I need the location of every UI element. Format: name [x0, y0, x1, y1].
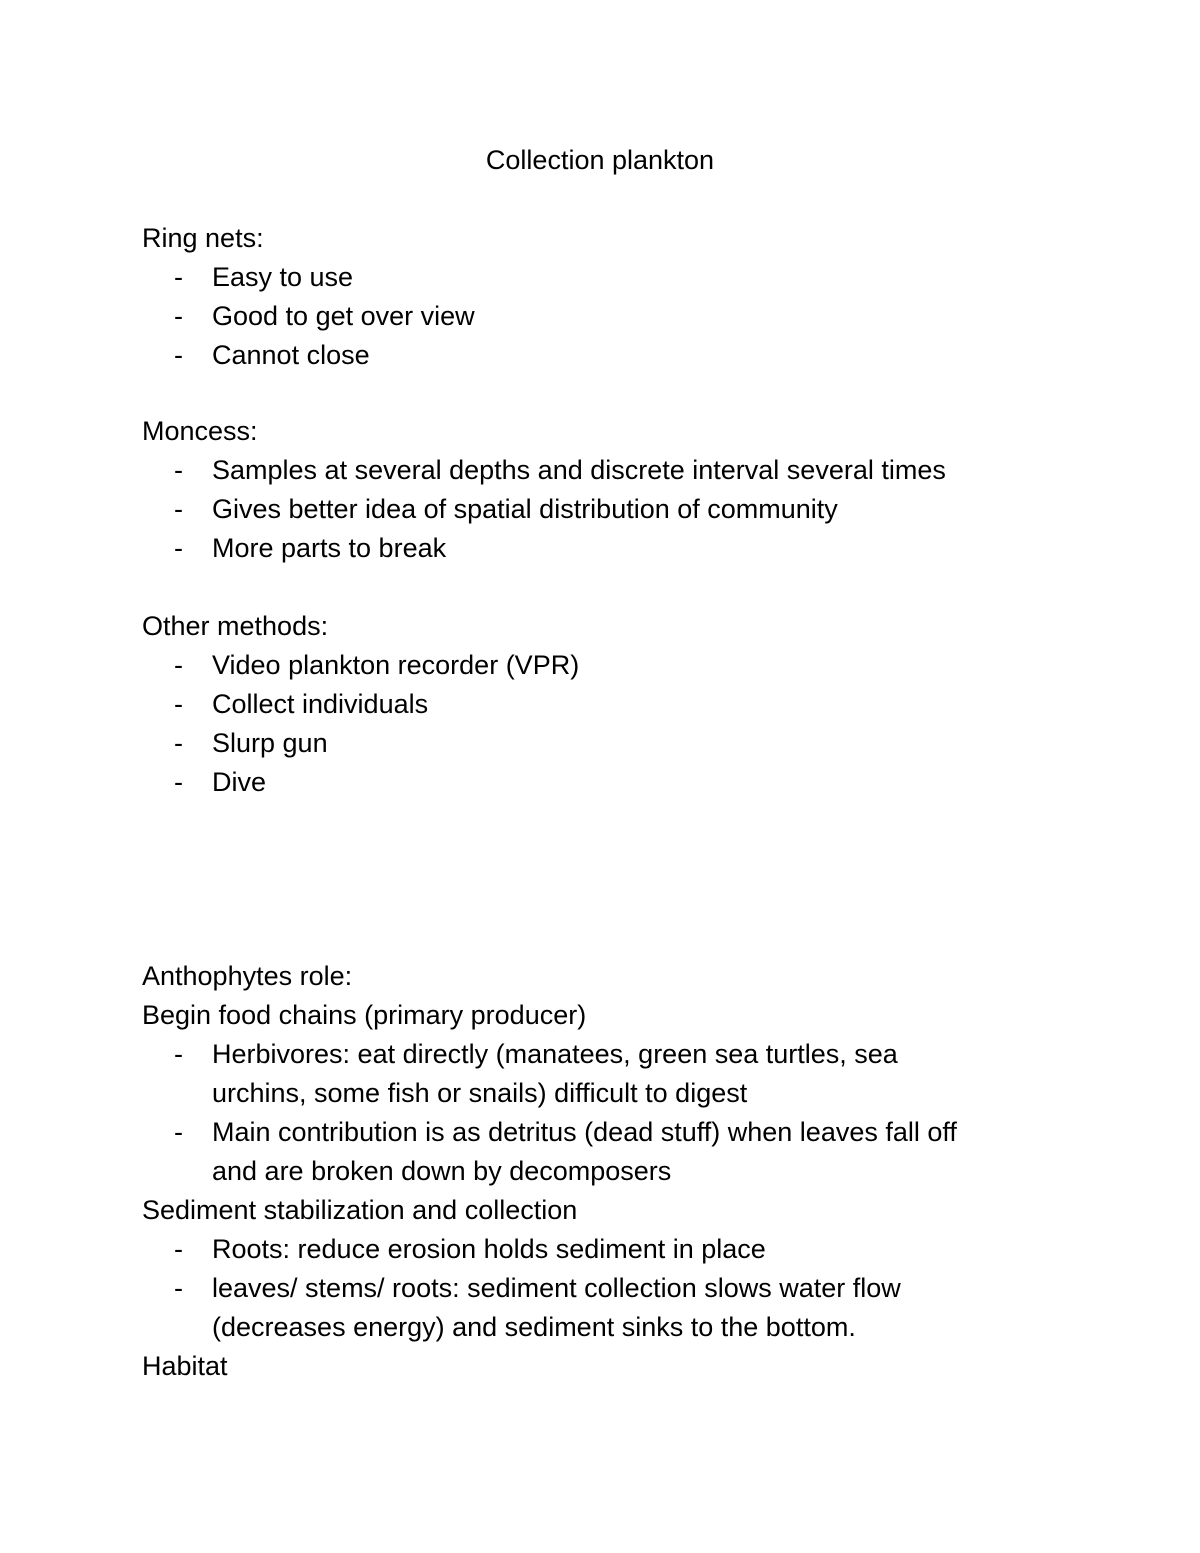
list-item-line: leaves/ stems/ roots: sediment collection slows water flow [212, 1273, 901, 1303]
list-item [142, 1113, 1142, 1191]
moncess-heading: Moncess: [142, 416, 258, 446]
list-item [142, 646, 1142, 685]
other-methods-heading: Other methods: [142, 611, 329, 641]
list-item-text: Collect individuals [212, 689, 429, 719]
bullet-dash: - [174, 1039, 183, 1069]
bullet-dash: - [174, 494, 183, 524]
list-item [142, 490, 1142, 529]
list-item-line: Roots: reduce erosion holds sediment in place [212, 1234, 766, 1264]
bullet-dash: - [174, 728, 183, 758]
list-item-text: Video plankton recorder (VPR) [212, 650, 580, 680]
list-item [142, 336, 1142, 375]
bullet-dash: - [174, 1234, 183, 1264]
bullet-dash: - [174, 1117, 183, 1147]
list-item-line: Herbivores: eat directly (manatees, green sea turtles, sea [212, 1039, 898, 1069]
ring-nets-heading: Ring nets: [142, 223, 264, 253]
sediment-heading: Sediment stabilization and collection [142, 1195, 578, 1225]
bullet-dash: - [174, 455, 183, 485]
list-item [142, 685, 1142, 724]
list-item-line: (decreases energy) and sediment sinks to the bottom. [212, 1312, 856, 1342]
bullet-dash: - [174, 650, 183, 680]
anthophytes-section [142, 957, 1142, 1386]
anthophytes-heading: Anthophytes role: [142, 961, 353, 991]
list-item [142, 451, 1142, 490]
bullet-dash: - [174, 301, 183, 331]
list-item-text: Dive [212, 767, 267, 797]
moncess-section [142, 412, 1142, 568]
bullet-dash: - [174, 767, 183, 797]
food-chains-heading: Begin food chains (primary producer) [142, 1000, 587, 1030]
list-item-line: Main contribution is as detritus (dead stuff) when leaves fall off [212, 1117, 957, 1147]
list-item-text: Gives better idea of spatial distribution of community [212, 494, 838, 524]
list-item-text: Slurp gun [212, 728, 328, 758]
list-item-text: Samples at several depths and discrete interval several times [212, 455, 946, 485]
document-title: Collection plankton [485, 145, 715, 175]
ring-nets-section [142, 219, 1142, 375]
list-item [142, 297, 1142, 336]
other-methods-section [142, 607, 1142, 802]
list-item [142, 724, 1142, 763]
bullet-dash: - [174, 689, 183, 719]
list-item [142, 258, 1142, 297]
bullet-dash: - [174, 262, 183, 292]
bullet-dash: - [174, 340, 183, 370]
list-item [142, 1230, 1142, 1269]
bullet-dash: - [174, 533, 183, 563]
list-item [142, 529, 1142, 568]
list-item-text: Good to get over view [212, 301, 475, 331]
list-item-text: More parts to break [212, 533, 447, 563]
list-item-line: and are broken down by decomposers [212, 1156, 672, 1186]
list-item [142, 763, 1142, 802]
bullet-dash: - [174, 1273, 183, 1303]
habitat-heading: Habitat [142, 1351, 228, 1381]
list-item-text: Cannot close [212, 340, 370, 370]
list-item-line: urchins, some fish or snails) difficult to digest [212, 1078, 748, 1108]
list-item [142, 1035, 1142, 1113]
list-item [142, 1269, 1142, 1347]
list-item-text: Easy to use [212, 262, 354, 292]
